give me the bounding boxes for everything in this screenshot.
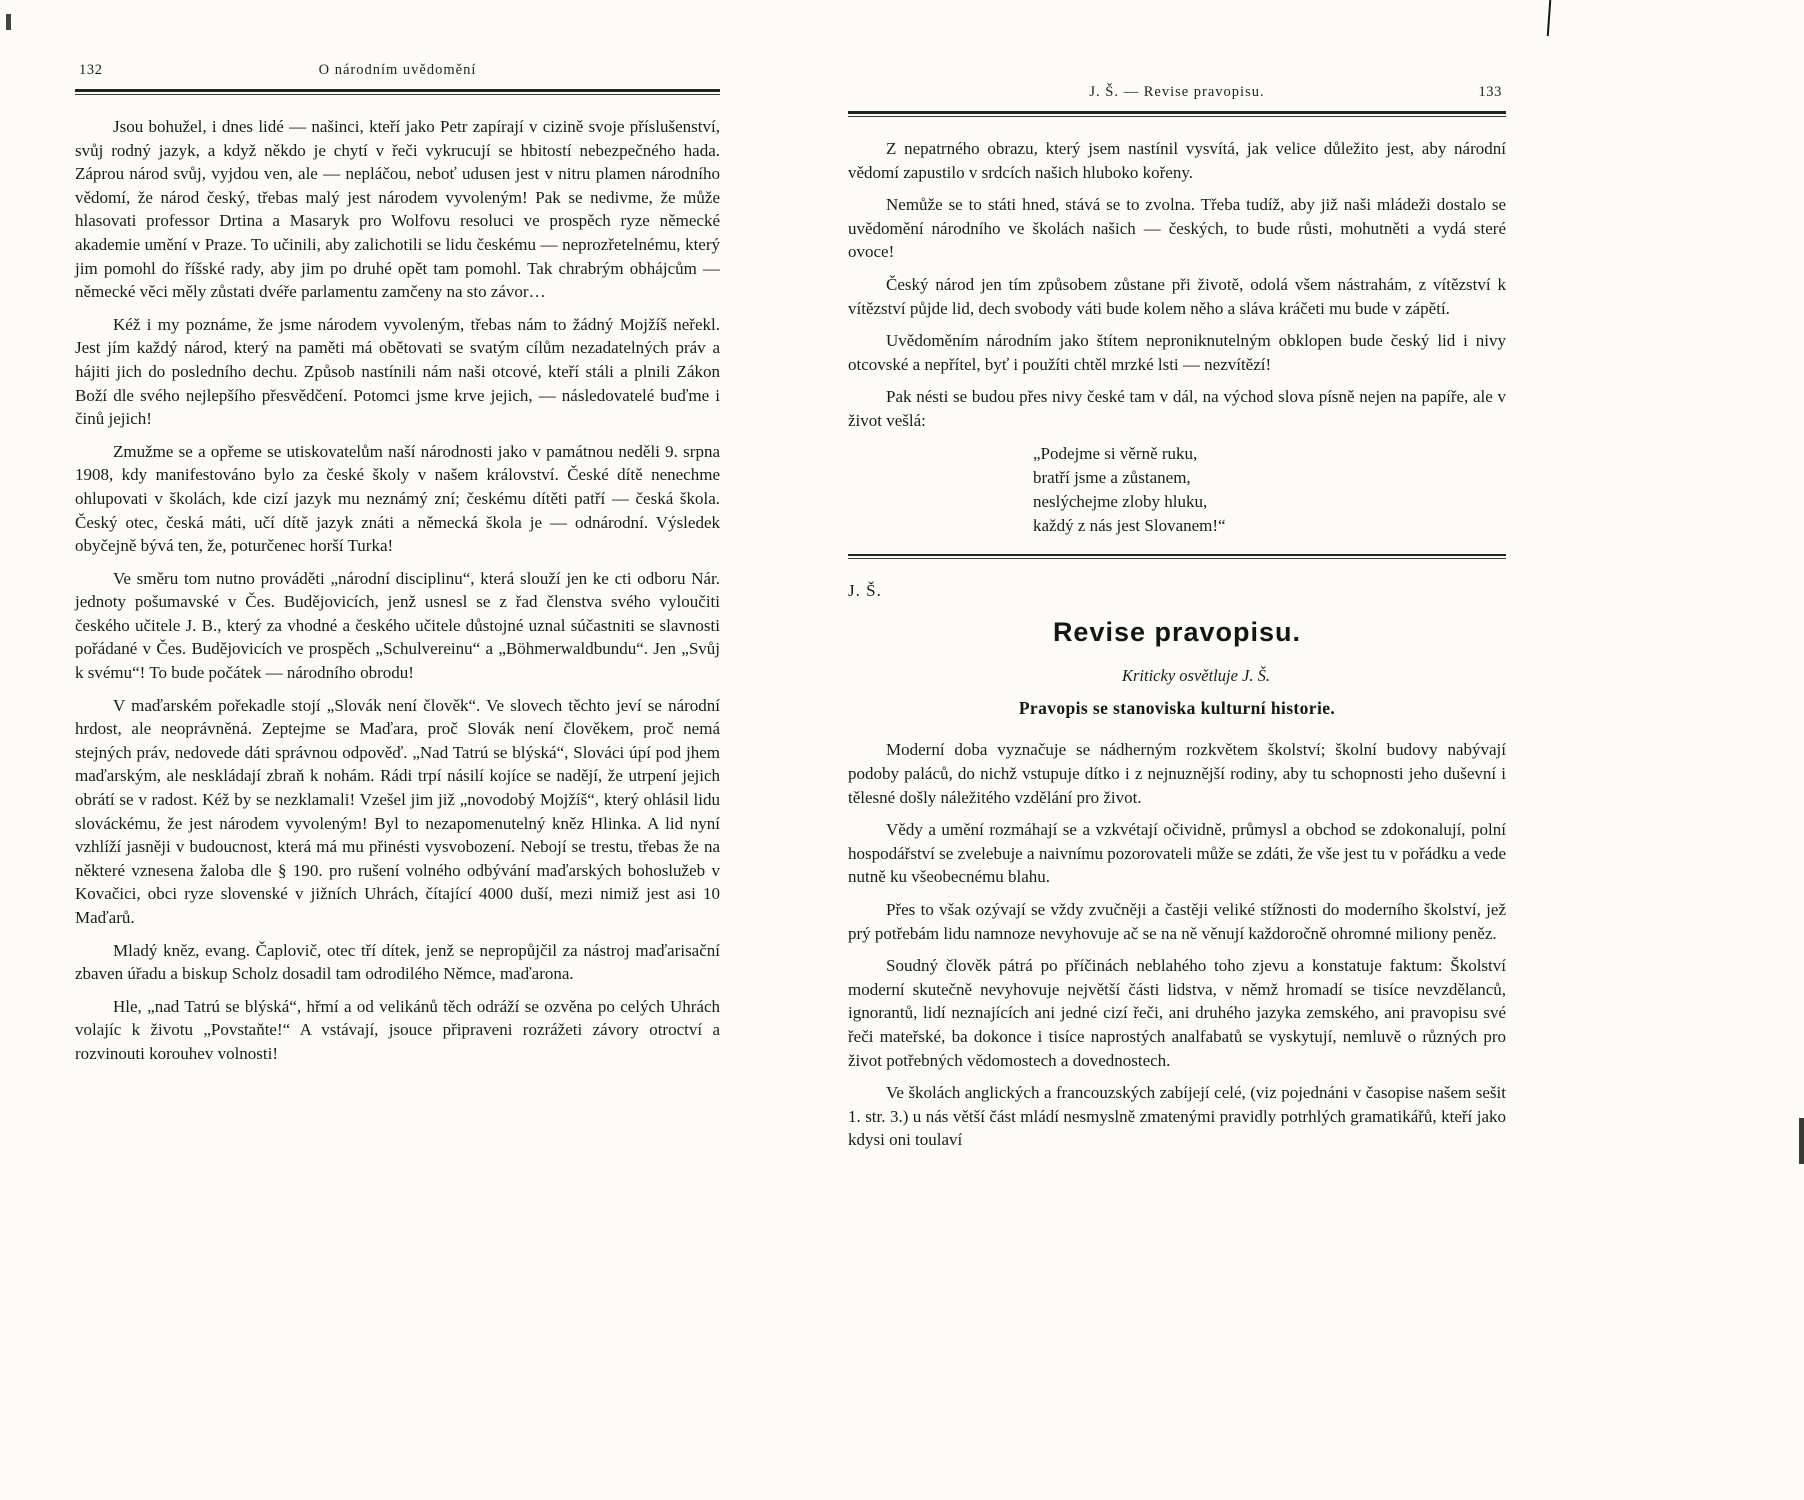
verse-line: „Podejme si věrně ruku, [1033,443,1198,463]
rule-thick [848,111,1506,114]
paragraph: Pak nésti se budou přes nivy české tam v dál, na východ slova písně nejen na papíře, ale v život vešlá: [848,387,1506,430]
left-page-header [75,62,720,84]
scan-artifact [1799,1118,1804,1164]
section-heading: Pravopis se stanoviska kulturní historie. [1018,697,1336,718]
page-number-left: 132 [79,62,103,78]
paragraph: Moderní doba vyznačuje se nádherným rozkvětem školství; školní budovy nabývají podoby paláců, do nichž vstupuje dítko i z nejnuznější rodiny, aby tu schopnosti jeho duševní i tělesné došly náležitého vzdělání pro život. [848,740,1506,807]
paragraph: Ve směru tom nutno prováděti „národní disciplinu“, která slouží jen ke cti odboru Nár. jednoty pošumavské v Čes. Budějovicích, jenž usnesl se z řad členstva svého vyloučiti českého učitele J. B., který za vhodné a českého učitele důstojné uznal súčastniti se slavnosti pořádané v Čes. Budějovicích ve prospěch „Schulvereinu“ a „Böhmerwaldbundu“. Jen „Svůj k svému“! To bude počátek — národního obrodu! [75,568,720,683]
page-number-right: 133 [1478,84,1502,100]
header-rule-right [848,111,1506,117]
paragraph: Mladý kněz, evang. Čaplovič, otec tří dítek, jenž se nepropůjčil za nástroj maďarisační zbaven úřadu a biskup Scholz dosadil tam odrodilého Němce, maďarona. [75,940,720,984]
paragraph: Nemůže se to státi hned, stává se to zvolna. Třeba tudíž, aby již naši mládeži dostalo se uvědomění národního ve školách našich — českých, to bude růsti, mohutněti a vydá steré ovoce! [848,195,1506,262]
right-page [848,0,1506,1161]
verse-line: každý z nás jest Slovanem!“ [1033,515,1226,535]
rule-thick [848,554,1506,556]
paragraph: Kéž i my poznáme, že jsme národem vyvoleným, třebas nám to žádný Mojžíš neřekl. Jest jím každý národ, který na paměti má obětovati se svatým cílům nezadatelných práv a hájiti jich do posledního dechu. Způsob nastínili nám naši otcové, kteří stáli a plnili Zákon Boží dle svého nejlepšího přesvědčení. Potomci jsme krve jejich, — následovatelé buďme i činů jejich! [75,314,720,429]
section-divider [848,554,1506,560]
scan-artifact [1547,0,1552,36]
rule-thick [75,89,720,92]
paragraph: Jsou bohužel, i dnes lidé — našinci, kteří jako Petr zapírají v cizině svoje příslušenství, svůj rodný jazyk, a když někdo je chytí v řeči vykrucují se hbitostí nebezpečného hada. Záprou národ svůj, vyjdou ven, ale — nepláčou, neboť udusen jest v nitru plamen národního vědomí, že národ český, třebas malý jest národem vyvoleným! Pak se nedivme, že může hlasovati professor Drtina a Masaryk pro Wolfovu resoluci ve prospěch ryze německé akademie umění v Praze. To učinili, aby zalichotili se lidu českému — neprozřetelnému, který jim pomohl do říšské rady, aby jim po druhé opět tam pomohl. Tak chrabrým obhájcům — německé věci měly zůstati dvéře parlamentu zamčeny na sto závor… [75,117,720,302]
article-title: Revise pravopisu. [1052,616,1302,647]
rule-thin [848,116,1506,117]
verse-line: bratří jsme a zůstanem, [1033,467,1191,487]
running-title-left: O národním uvědomění [318,62,477,78]
paragraph: Vědy a umění rozmáhají se a vzkvétají očividně, průmysl a obchod se zdokonalují, polní hospodářství se zvelebuje a naivnímu pozorovateli může se zdáti, že vše jest tu v pořádku a vede nutně ku všeobecnému blahu. [848,820,1506,887]
right-page-header [848,84,1506,106]
paragraph: Hle, „nad Tatrú se blýská“, hřmí a od velikánů těch odráží se ozvěna po celých Uhrách volajíc k životu „Povstaňte!“ A vstávají, jsouce připraveni rozrážeti závory otroctví a rozvinouti korouhev volnosti! [75,996,720,1063]
rule-thin [75,94,720,95]
rule-thin [848,558,1506,559]
verse-line: neslýchejme zloby hluku, [1033,491,1208,511]
paragraph: Přes to však ozývají se vždy zvučněji a častěji veliké stížnosti do moderního školství, jež prý potřebám lidu namnoze nevyhovuje ač se na ně věnují každoročně ohromné miliony peněz. [848,899,1506,943]
scan-artifact [6,14,11,30]
verse-block [1033,442,1506,538]
running-title-right: J. Š. — Revise pravopisu. [1089,84,1265,100]
right-page-text [848,137,1506,1152]
paragraph: Zmužme se a opřeme se utiskovatelům naší národnosti jako v památnou neděli 9. srpna 1908, kdy manifestováno bylo za české školy v našem království. České dítě nenechme ohlupovati v školách, kde cizí jazyk mu neznámý zní; českému dítěti patří — česká škola. Český otec, česká máti, učí dítě jazyk znáti a německá škola je — odnárodní. Výsledek obyčejně bývá ten, že, poturčenec horší Turka! [75,441,720,556]
paragraph: Ve školách anglických a francouzských zabíjejí celé, (viz pojednáni v časopise našem sešit 1. str. 3.) u nás větší část mládí nesmyslně zmatenými pravidly potrhlých gramatikářů, kteří jako kdysi oni toulaví [848,1083,1506,1150]
paragraph: Uvědoměním národním jako štítem neproniknutelným obklopen bude český lid i nivy otcovské a nepřítel, byť i použíti chtěl mrzké lsti — nezvítězí! [848,331,1506,374]
paragraph: Český národ jen tím způsobem zůstane při životě, odolá všem nástrahám, z vítězství k vítězství půjde lid, dech svobody váti bude kolem něho a sláva kráčeti mu bude v zápětí. [848,274,1506,318]
paragraph: Soudný člověk pátrá po příčinách neblahého toho zjevu a konstatuje faktum: Školství moderní skutečně nevyhovuje největší části lidstva, v němž hromadí se tisíce nevzdělanců, ignorantů, lidí neznajících ani jedné cizí řeči, ani druhého jazyka zemského, ani pravopisu své řeči mateřské, ba dokonce i tisíce naprostých analfabatů se vyskytují, nemluvě o různých pro život potřebných vědomostech a dovednostech. [848,956,1506,1070]
left-page [75,0,720,1075]
header-rule-left [75,89,720,95]
paragraph: V maďarském pořekadle stojí „Slovák není člověk“. Ve slovech těchto jeví se národní hrdost, ale neoprávněná. Zeptejme se Maďara, proč Slovák není člověkem, proč nemá stejných práv, nedovede dáti správnou odpověď. „Nad Tatrú se blýská“, Slováci úpí pod jhem maďarským, ale neskládají zbraň k nohám. Rádi trpí násilí kojíce se nadějí, že utrpení jejich obrátí se v radost. Kéž by se nezklamali! Vzešel jim již „novodobý Mojžíš“, který ohlásil lidu slováckému, že jest národem vyvoleným! Byl to nezapomenutelný kněz Hlinka. A lid nyní vzhlíží jasněji v budoucnost, která má mu přinésti vysvobození. Nebojí se trestu, třebas že na některé vznesena žaloba dle § 190. pro rušení volného odbývání maďarských bohoslužeb v Kovačici, obci ryze slovenské v jižních Uhrách, čítající 4000 duší, mezi nimiž jest asi 10 Maďarů. [75,695,720,927]
paragraph: Z nepatrného obrazu, který jsem nastínil vysvítá, jak velice důležito jest, aby národní vědomí zapustilo v srdcích našich hluboko kořeny. [848,139,1506,182]
author-initials: J. Š. [848,581,882,601]
left-page-text [75,115,720,1066]
article-subtitle: Kriticky osvětluje J. Š. [1122,666,1270,686]
